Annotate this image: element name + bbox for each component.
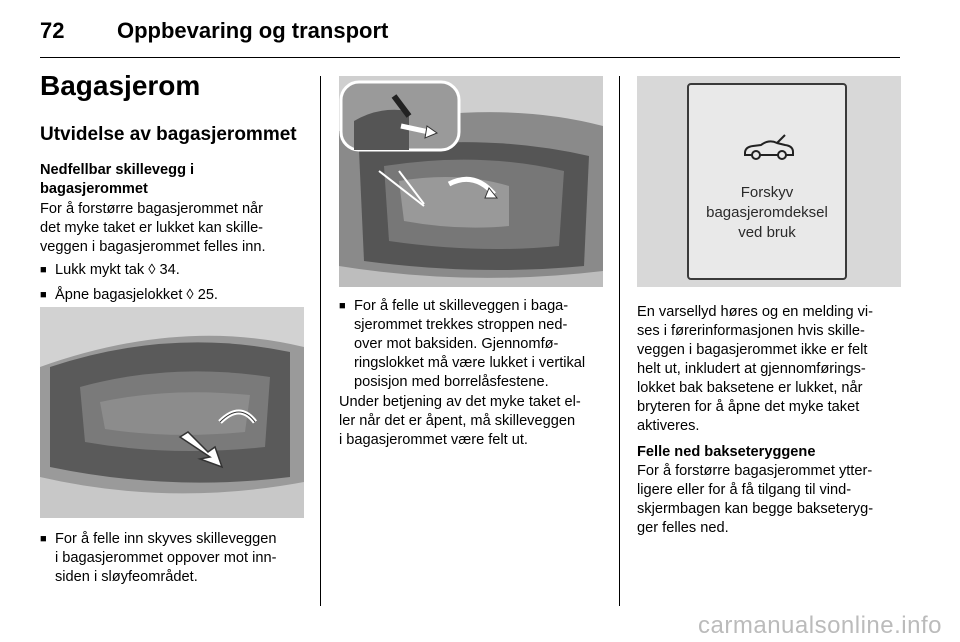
- text-line: det myke taket er lukket kan skille-: [40, 220, 264, 236]
- text-line: bryteren for å åpne det myke taket: [637, 399, 860, 415]
- bullet-square-icon: ■: [40, 289, 47, 301]
- chapter-title: Oppbevaring og transport: [117, 18, 389, 43]
- topic-title-line: Nedfellbar skillevegg i: [40, 162, 195, 178]
- display-screen: [687, 83, 847, 280]
- display-message: [689, 183, 845, 243]
- text-line: veggen i bagasjerommet ikke er felt: [637, 342, 868, 358]
- text-line: En varsellyd høres og en melding vi-: [637, 304, 874, 320]
- display-line: ved bruk: [738, 224, 796, 241]
- text-line: For å felle inn skyves skilleveggen: [55, 531, 277, 547]
- bullet-square-icon: ■: [40, 264, 47, 276]
- topic-title: [40, 161, 304, 199]
- list-item: ■ Lukk mykt tak ◊ 34.: [40, 262, 180, 278]
- warning-paragraph: [637, 303, 912, 436]
- text-line: ler når det er åpent, må skilleveggen: [339, 413, 576, 429]
- text-line: ringslokket må være lukket i vertikal: [354, 355, 586, 371]
- bullet-list: [339, 297, 609, 392]
- text-line: For å forstørre bagasjerommet når: [40, 201, 264, 217]
- column-divider: [320, 76, 321, 606]
- text-line: over mot baksiden. Gjennomfø-: [354, 336, 559, 352]
- page-header: [40, 18, 900, 58]
- display-line: bagasjeromdeksel: [706, 204, 828, 221]
- fold-seats-section: [637, 443, 912, 538]
- text-line: For å felle ut skilleveggen i baga-: [354, 298, 569, 314]
- bullet-list: [40, 261, 304, 305]
- trunk-photo-icon: [40, 307, 304, 518]
- text-line: sjerommet trekkes stroppen ned-: [354, 317, 568, 333]
- bullet-list: [40, 530, 310, 587]
- convertible-car-icon: [741, 133, 797, 163]
- display-illustration: [637, 76, 901, 287]
- intro-paragraph: [40, 200, 304, 257]
- text-line: skjermbagen kan begge bakseteryg-: [637, 501, 874, 517]
- text-line: helt ut, inkludert at gjennomførings-: [637, 361, 866, 377]
- note-paragraph: [339, 393, 614, 450]
- subsection-heading: Utvidelse av bagasjerommet: [40, 124, 297, 145]
- topic-title-line: bagasjerommet: [40, 181, 148, 197]
- text-line: siden i sløyfeområdet.: [55, 569, 198, 585]
- text-line: Under betjening av det myke taket el-: [339, 394, 581, 410]
- text-line: i bagasjerommet være felt ut.: [339, 432, 528, 448]
- topic-title: Felle ned bakseteryggene: [637, 444, 816, 460]
- text-line: veggen i bagasjerommet felles inn.: [40, 239, 266, 255]
- text-line: lokket bak baksetene er lukket, når: [637, 380, 863, 396]
- list-item: [40, 530, 310, 587]
- display-line: Forskyv: [740, 184, 794, 201]
- text-line: ligere eller for å få tilgang til vind-: [637, 482, 852, 498]
- column-divider: [619, 76, 620, 606]
- text-line: ger felles ned.: [637, 520, 729, 536]
- list-item: ■ Åpne bagasjelokket ◊ 25.: [40, 287, 218, 303]
- section-heading: Bagasjerom: [40, 70, 201, 101]
- text-line: posisjon med borrelåsfestene.: [354, 374, 549, 390]
- bullet-square-icon: ■: [40, 533, 47, 545]
- trunk-photo: [40, 307, 304, 518]
- watermark: carmanualsonline.info: [698, 612, 942, 639]
- text-line: i bagasjerommet oppover mot inn-: [55, 550, 277, 566]
- trunk-strap-photo-icon: [339, 76, 603, 287]
- list-item: [339, 297, 609, 392]
- page-number: 72: [40, 18, 65, 43]
- bullet-square-icon: ■: [339, 300, 346, 312]
- text-line: For å forstørre bagasjerommet ytter-: [637, 463, 873, 479]
- text-line: aktiveres.: [637, 418, 700, 434]
- text-line: ses i førerinformasjonen hvis skille-: [637, 323, 865, 339]
- trunk-strap-photo: [339, 76, 603, 287]
- header-divider: [40, 57, 900, 58]
